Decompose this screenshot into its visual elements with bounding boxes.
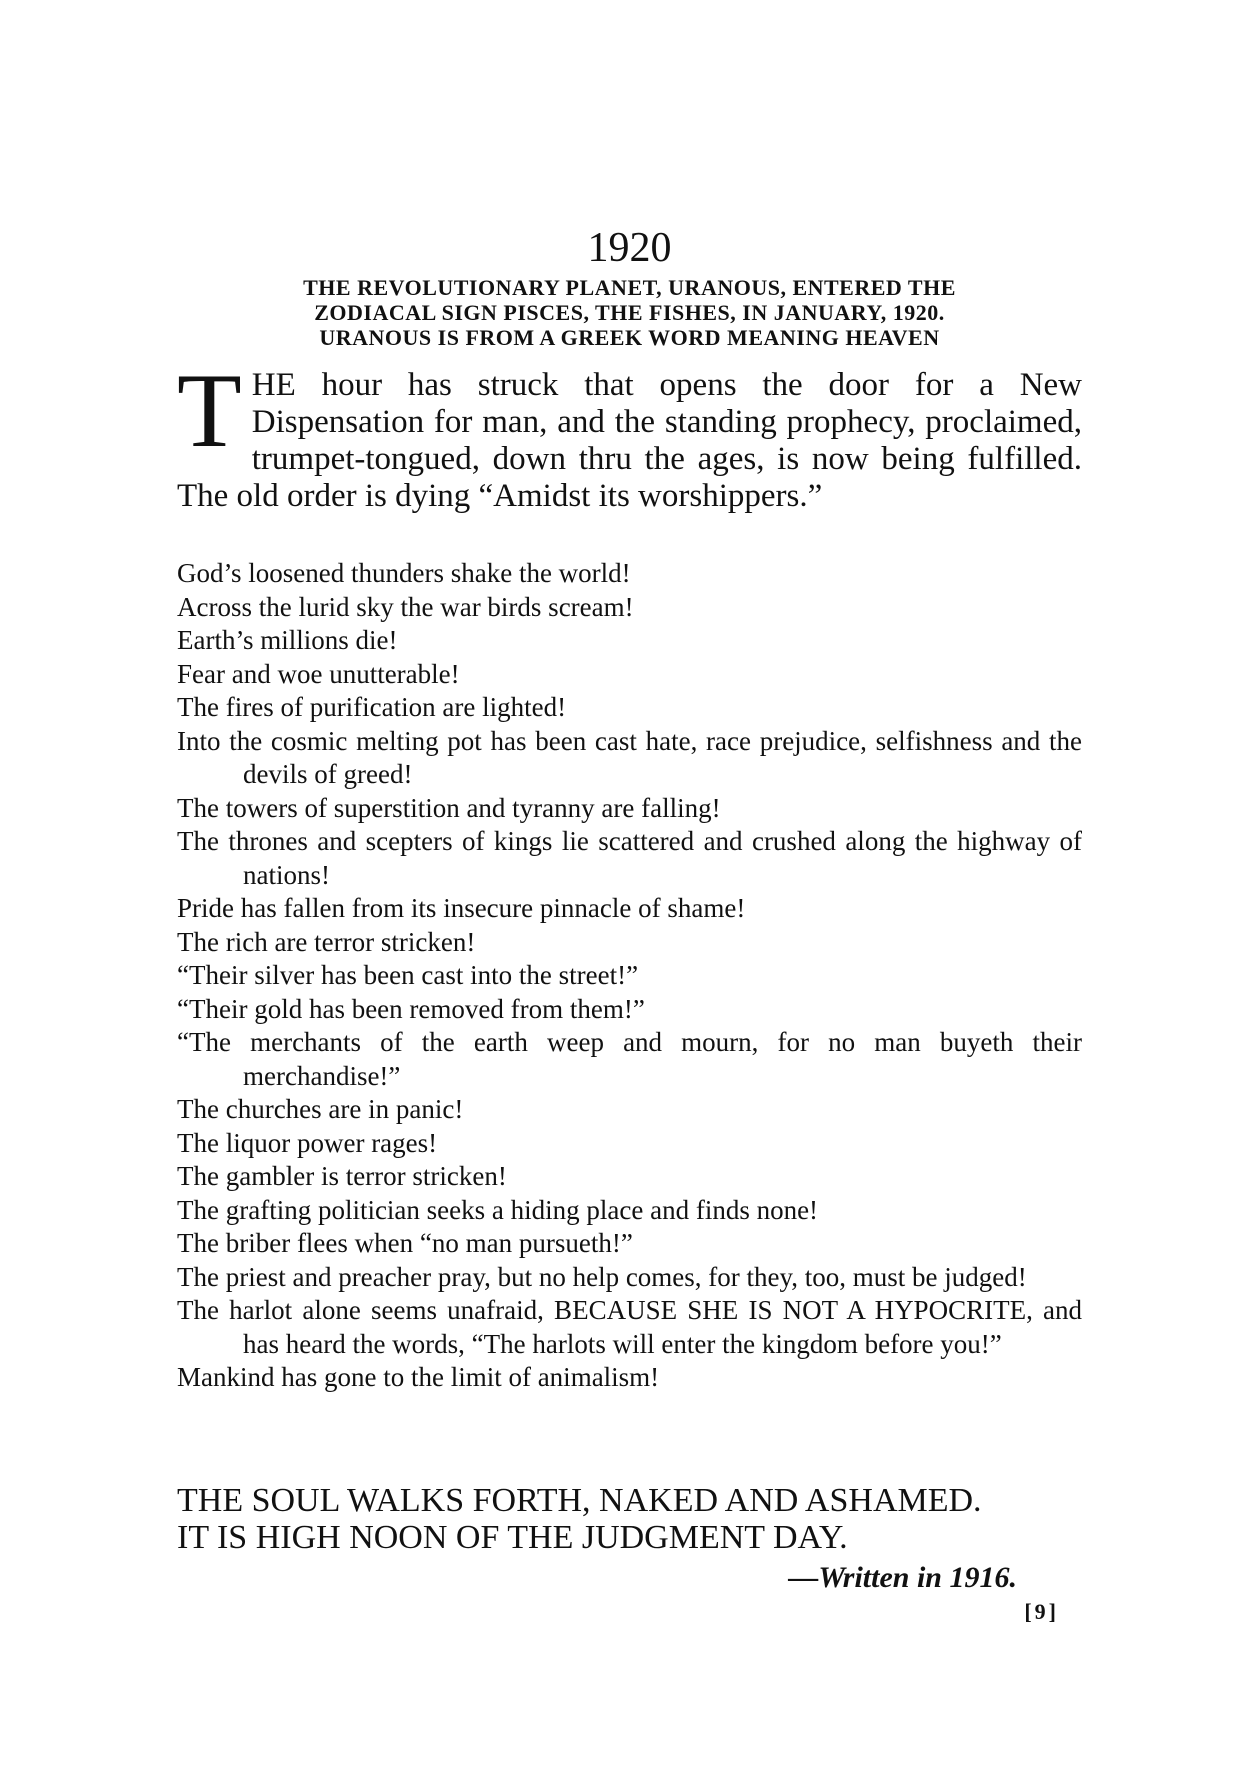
verse-line: Mankind has gone to the limit of animalism! xyxy=(177,1362,660,1392)
verse-line: Earth’s millions die! xyxy=(177,625,398,655)
verse-line: “Their gold has been removed from them!” xyxy=(177,993,645,1024)
closing-line: IT IS HIGH NOON OF THE JUDGMENT DAY. xyxy=(177,1519,848,1556)
verse-line: The gambler is terror stricken! xyxy=(177,1161,507,1191)
verse-line: Across the lurid sky the war birds scream! xyxy=(177,591,634,622)
verse-line: The briber flees when “no man pursueth!” xyxy=(177,1228,633,1258)
intro-text: HE hour has struck that opens the door for a New Dispensation for man, and the standing prophecy, proclaimed, trumpet-tongued, down thru the ages, is now being fulfilled. The old order is dying “Amidst its worshippers.” xyxy=(177,367,1082,514)
subtitle-line: THE REVOLUTIONARY PLANET, URANOUS, ENTERED THE xyxy=(303,275,956,300)
intro-paragraph xyxy=(177,352,1082,515)
subtitle-line: URANOUS IS FROM A GREEK WORD MEANING HEAVEN xyxy=(319,325,940,350)
verse-line: “The merchants of the earth weep and mourn, for no man buyeth their merchandise!” xyxy=(177,1027,1082,1091)
verse-line: The fires of purification are lighted! xyxy=(177,692,567,722)
verse-line: The towers of superstition and tyranny are falling! xyxy=(177,792,721,823)
verse-line: The priest and preacher pray, but no help comes, for they, too, must be judged! xyxy=(177,1261,1027,1292)
verse-line: The rich are terror stricken! xyxy=(177,926,476,957)
verse-list xyxy=(177,557,1082,1395)
verse-line: The liquor power rages! xyxy=(177,1127,438,1158)
verse-line: The churches are in panic! xyxy=(177,1094,464,1124)
closing-line: THE SOUL WALKS FORTH, NAKED AND ASHAMED. xyxy=(177,1482,982,1519)
verse-line: The harlot alone seems unafraid, BECAUSE SHE IS NOT A HYPOCRITE, and has heard the words, “The harlots will enter the kingdom before you!” xyxy=(177,1295,1082,1359)
verse-line: Into the cosmic melting pot has been cast hate, race prejudice, selfishness and the devils of greed! xyxy=(177,725,1082,789)
subtitle-line: ZODIACAL SIGN PISCES, THE FISHES, IN JANUARY, 1920. xyxy=(314,300,945,325)
verse-line: The grafting politician seeks a hiding place and finds none! xyxy=(177,1194,819,1225)
page-title: 1920 xyxy=(587,225,672,271)
verse-line: The thrones and scepters of kings lie scattered and crushed along the highway of nations! xyxy=(177,826,1082,890)
verse-line: God’s loosened thunders shake the world! xyxy=(177,558,631,588)
verse-line: Pride has fallen from its insecure pinnacle of shame! xyxy=(177,893,746,923)
attribution: —Written in 1916. xyxy=(788,1561,1017,1594)
drop-cap: T xyxy=(177,352,242,469)
subtitle xyxy=(177,275,1082,350)
verse-line: Fear and woe unutterable! xyxy=(177,658,460,689)
verse-line: “Their silver has been cast into the street!” xyxy=(177,960,639,990)
page-number: [9] xyxy=(1024,1599,1059,1624)
closing-statement xyxy=(177,1482,1082,1556)
